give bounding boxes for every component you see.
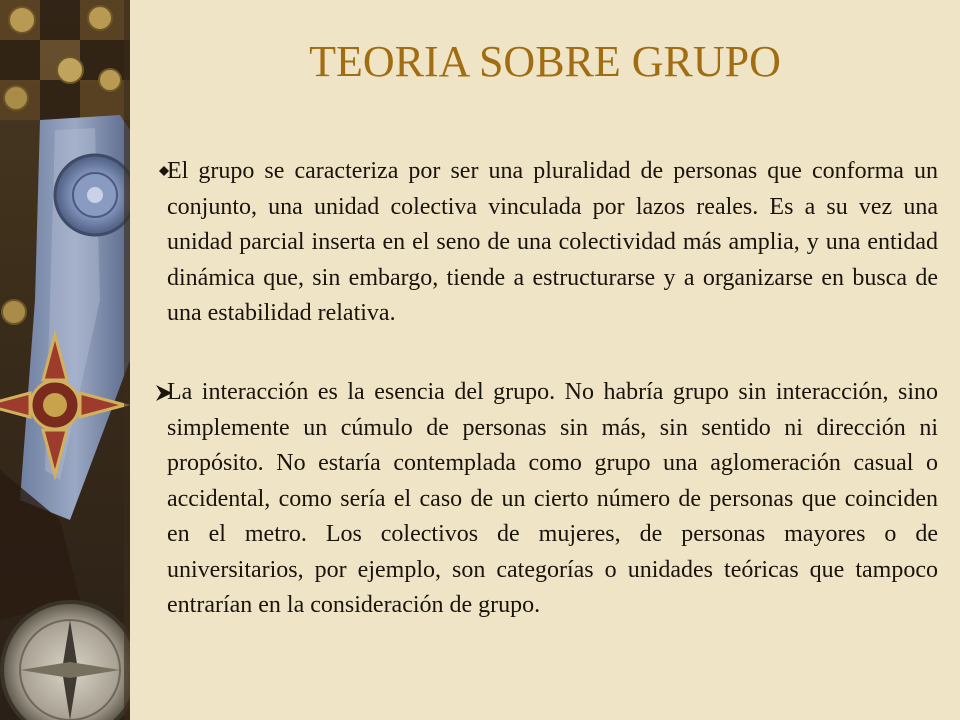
bullet-text: La interacción es la esencia del grupo. No habría grupo sin interacción, sino simplemente un cúmulo de personas sin más, sin sentido ni dirección ni propósito. No estaría contemplada como grupo una aglomeración casual o accidental, como sería el caso de un cierto número de personas que coinciden en el metro. Los colectivos de mujeres, de personas mayores o de universitarios, por ejemplo, son categorías o unidades teóricas que tampoco entrarían en la consideración de grupo. [167,379,938,618]
decorative-side-photo [0,0,130,720]
slide-content [130,0,960,720]
bullet-text: El grupo se caracteriza por ser una pluralidad de personas que conforma un conjunto, una unidad colectiva vinculada por lazos reales. Es a su vez una unidad parcial inserta en el seno de una colectividad más amplia, y una entidad dinámica que, sin embargo, tiende a estructurarse y a organizarse en busca de una estabilidad relativa. [167,158,938,326]
medal-photo-illustration [0,0,130,720]
slide-title: TEORIA SOBRE GRUPO [309,37,781,86]
